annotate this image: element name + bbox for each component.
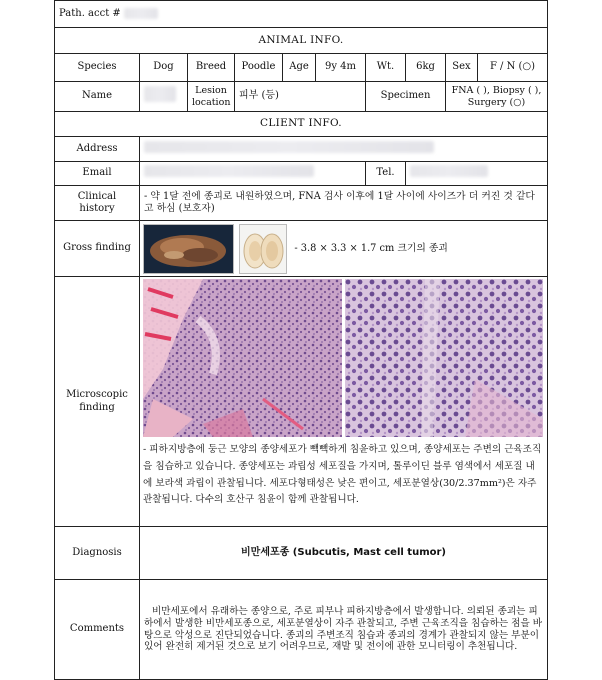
clinical-history-text: - 약 1달 전에 종괴로 내원하였으며, FNA 검사 이후에 1달 사이에 사이즈가 더 커진 것 같다고 하심 (보호자) xyxy=(140,186,548,221)
lesion-value: 피부 (등) xyxy=(235,82,366,112)
microscopic-finding-row xyxy=(55,277,548,527)
micrograph-high-power xyxy=(345,279,543,437)
clinical-history-row xyxy=(55,186,548,221)
specimen-label: Specimen xyxy=(366,82,446,112)
micro-label-line2: finding xyxy=(79,401,115,413)
species-value: Dog xyxy=(140,54,188,82)
clinical-label-line1: Clinical xyxy=(77,190,117,202)
tel-value xyxy=(406,162,548,186)
comments-row xyxy=(55,580,548,680)
microscopic-finding-cell xyxy=(140,277,548,527)
address-row xyxy=(55,137,548,162)
clinical-history-label xyxy=(55,186,140,221)
comments-label: Comments xyxy=(55,580,140,680)
gross-photo-1-image xyxy=(144,225,233,273)
client-info-header xyxy=(55,112,548,137)
email-row xyxy=(55,162,548,186)
breed-label: Breed xyxy=(188,54,235,82)
name-value xyxy=(140,82,188,112)
diagnosis-text: 비만세포종 (Subcutis, Mast cell tumor) xyxy=(140,527,548,580)
acct-row xyxy=(55,1,548,28)
age-label: Age xyxy=(283,54,316,82)
acct-number-redacted xyxy=(124,8,158,19)
diagnosis-label: Diagnosis xyxy=(55,527,140,580)
clinical-label-line2: history xyxy=(79,203,115,214)
gross-finding-text: - 3.8 × 3.3 × 1.7 cm 크기의 종괴 xyxy=(294,242,448,254)
diagnosis-row xyxy=(55,527,548,580)
email-value xyxy=(140,162,366,186)
address-label: Address xyxy=(55,137,140,162)
gross-photo-1 xyxy=(143,224,234,274)
wt-label: Wt. xyxy=(366,54,406,82)
gross-photo-2 xyxy=(239,224,287,274)
name-redacted xyxy=(144,86,176,102)
tel-label: Tel. xyxy=(366,162,406,186)
sex-value: F / N (○) xyxy=(478,54,548,82)
specimen-line2: Surgery (○) xyxy=(467,96,526,108)
address-redacted xyxy=(144,141,434,153)
comments-text: 비만세포에서 유래하는 종양으로, 주로 피부나 피하지방층에서 발생합니다. 의뢰된 종괴는 피하에서 발생한 비만세포종으로, 세포분열상이 자주 관찰되고, 주변 근육조직을 침습하는 점을 바탕으로 악성으로 진단되었습니다. 종괴의 주변조직 침습과 종괴의 경계가 관찰되지 않는 부분이 있어 완전히 제거된 것으로 보기 어려우므로, 재발 및 전이에 관한 모니터링이 추천됩니다. xyxy=(140,580,548,680)
microscopic-finding-label xyxy=(55,277,140,527)
micro-label-line1: Microscopic xyxy=(66,389,128,400)
acct-label: Path. acct # xyxy=(59,7,121,19)
lesion-label-line1: Lesion xyxy=(195,84,227,96)
breed-value: Poodle xyxy=(235,54,283,82)
micrograph-low-power xyxy=(143,279,342,437)
specimen-line1: FNA ( ), Biopsy ( ), xyxy=(451,84,542,96)
lesion-label xyxy=(188,82,235,112)
acct-cell xyxy=(55,1,548,28)
gross-finding-row xyxy=(55,221,548,277)
micro-images xyxy=(143,279,544,437)
wt-value: 6kg xyxy=(406,54,446,82)
email-redacted xyxy=(144,165,314,177)
animal-info-header xyxy=(55,28,548,54)
name-label: Name xyxy=(55,82,140,112)
report-table xyxy=(54,0,548,680)
gross-photo-2-image xyxy=(240,225,286,273)
pathology-report xyxy=(54,0,547,671)
species-row xyxy=(55,54,548,82)
gross-finding-cell xyxy=(140,221,548,277)
animal-info-title: ANIMAL INFO. xyxy=(55,28,548,54)
tel-redacted xyxy=(410,165,488,177)
sex-label: Sex xyxy=(446,54,478,82)
microscopic-finding-text: - 피하지방층에 둥근 모양의 종양세포가 빽빽하게 침윤하고 있으며, 종양세포는 주변의 근육조직을 침습하고 있습니다. 종양세포는 과립성 세포질을 가지며, 톨루이딘 블루 염색에서 세포질 내에 보라색 과립이 관찰됩니다. 세포다형태성은 낮은 편이고, 세포분열상(30/2.37mm²)은 자주 관찰됩니다. 다수의 호산구 침윤이 함께 관찰됩니다. xyxy=(143,444,542,506)
specimen-value xyxy=(446,82,548,112)
age-value: 9y 4m xyxy=(316,54,366,82)
address-value xyxy=(140,137,548,162)
species-label: Species xyxy=(55,54,140,82)
gross-finding-label: Gross finding xyxy=(55,221,140,277)
name-row xyxy=(55,82,548,112)
lesion-label-line2: location xyxy=(192,96,231,108)
client-info-title: CLIENT INFO. xyxy=(55,112,548,137)
email-label: Email xyxy=(55,162,140,186)
